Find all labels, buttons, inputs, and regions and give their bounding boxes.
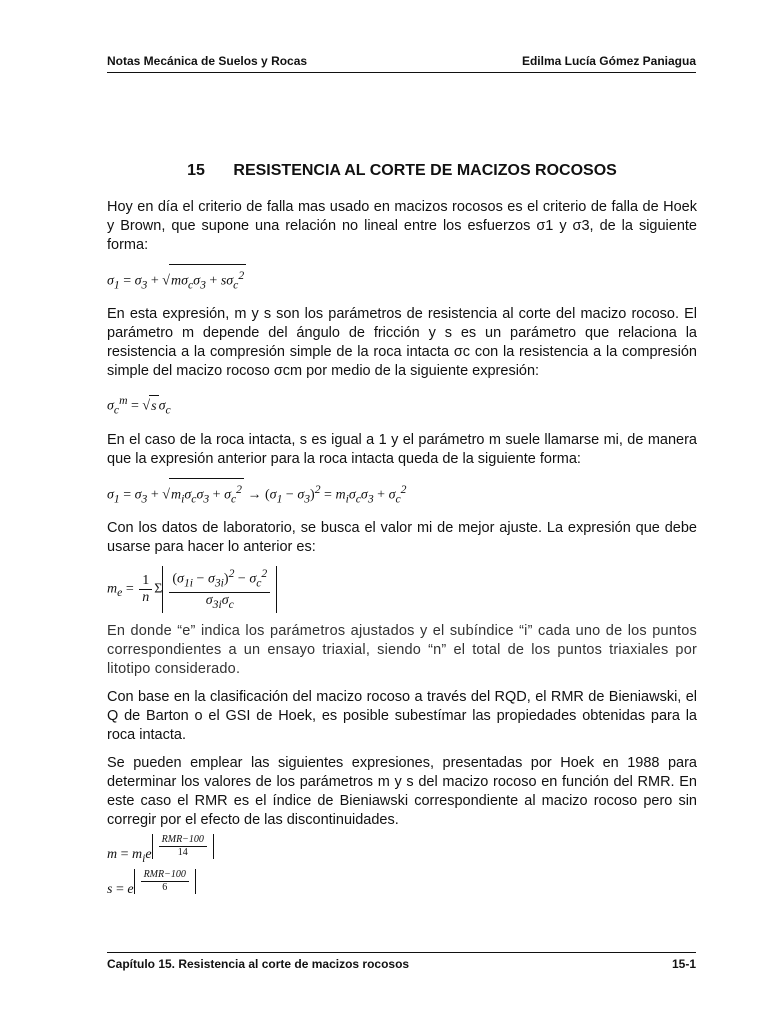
equation-intact-rock: $\sigma_1 = \sigma_3 + √m_i\sigma_c\sigma_3 + \sigma_c^2 \to (\sigma_1 - \sigma_3)^2 = m_i\sigma_c\sigma_3 + \sigma_c^2$ [107,478,697,510]
eq-s-exp-num: RMR−100 [141,869,189,882]
equation-me: $m_e$ = $\frac{1}{n}$ Σ $\frac{(\sigma_{1i} - \sigma_{3i})^2 - \sigma_c^2}{\sigma_{3i}\sigma_c}$ [107,566,697,612]
paragraph-2: En esta expresión, m y s son los parámetros de resistencia al corte del macizo rocoso. El parámetro m depende del ángulo de fricción y s es un parámetro que relaciona la resistencia a la compresión simple de la roca intacta σc con la resistencia a la compresión simple del macizo rocoso σcm por medio de la siguiente expresión: [107,306,697,380]
paragraph-6: Con base en la clasificación del macizo rocoso a través del RQD, el RMR de Bieniawski, el Q de Barton o el GSI de Hoek, es posible subestímar las propiedades obtenidas para la roca intacta. [107,688,697,743]
equation-sigma-cm: $\sigma_c^m = √s$ $\sigma_c$ [107,394,171,417]
page-footer [107,952,696,971]
page-body [107,162,697,910]
chapter-title-text: RESISTENCIA AL CORTE DE MACIZOS ROCOSOS [233,162,617,179]
equation-m: $m = m_ie$ $\frac{\text{RMR−100}}{14}$ [107,844,697,870]
equation-hoek-brown: $\sigma_1 = \sigma_3 + √m\sigma_c\sigma_3 + s\sigma_c^2$ [107,264,697,296]
paragraph-3: En el caso de la roca intacta, s es igual a 1 y el parámetro m suele llamarse mi, de manera que la expresión anterior para la roca intacta queda de la siguiente forma: [107,431,697,467]
paragraph-5: En donde “e” indica los parámetros ajustados y el subíndice “i” cada uno de los puntos correspondientes a un ensayo triaxial, siendo “n” el total de los puntos triaxiales por litotipo considerado. [107,622,697,677]
paragraph-4: Con los datos de laboratorio, se busca el valor mi de mejor ajuste. La expresión que debe usarse para hacer lo anterior es: [107,520,697,556]
page-header [107,54,696,73]
paragraph-1: Hoy en día el criterio de falla mas usado en macizos rocosos es el criterio de falla de Hoek y Brown, que supone una relación no lineal entre los esfuerzos σ1 y σ3, de la siguiente forma: [107,199,697,253]
chapter-title [107,162,697,180]
eq-s-exp-den: 6 [162,882,168,894]
footer-page-number: 15-1 [671,957,696,971]
eq-m-exp-den: 14 [177,846,188,858]
chapter-number: 15 [187,162,205,179]
paragraph-7: Se pueden emplear las siguientes expresiones, presentadas por Hoek en 1988 para determinar los valores de los parámetros m y s del macizo rocoso en función del RMR. En este caso el RMR es el índice de Bieniawski correspondiente al macizo rocoso pero sin corregir por el efecto de las discontinuidades. [107,754,697,828]
header-left: Notas Mecánica de Suelos y Rocas [107,54,308,68]
header-right: Edilma Lucía Gómez Paniagua [521,54,696,68]
footer-chapter: Capítulo 15. Resistencia al corte de macizos rocosos [107,957,410,971]
equation-s: s = e $\frac{\text{RMR−100}}{6}$ [107,879,697,901]
eq-m-exp-num: RMR−100 [159,834,207,847]
